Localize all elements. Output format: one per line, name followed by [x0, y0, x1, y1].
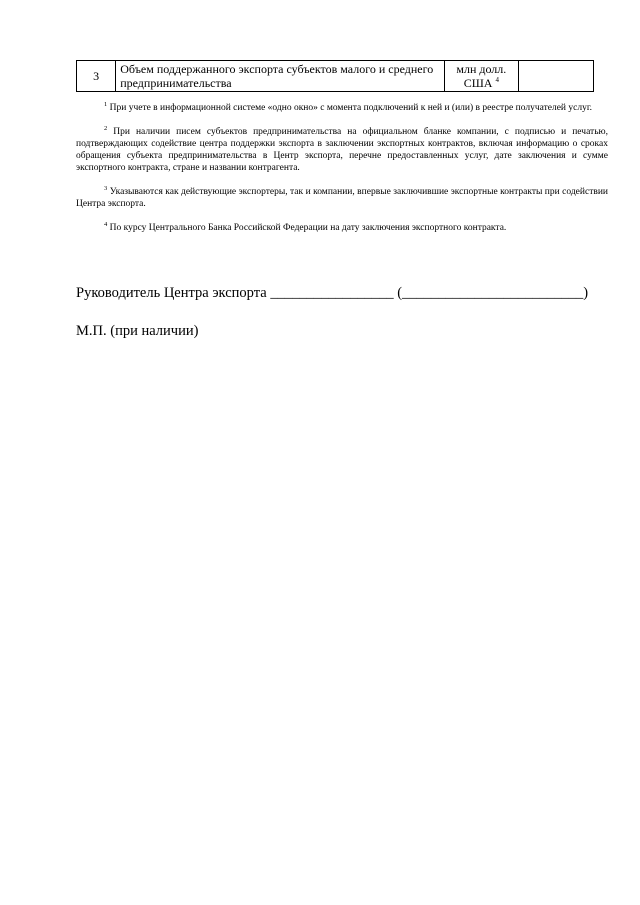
footnote-2 — [76, 126, 608, 174]
footnote-text: При наличии писем субъектов предпринимательства на официальном бланке компании, с подписью и печатью, подтверждающих содействие центра поддержки экспорта в заключении экспортных контрактов, включая информацию о сроках обращения субъекта предпринимательства в Центр экспорта, перечне предоставленных услуг, дате заключения и сумме экспортного контракта, стране и названии контрагента. — [76, 127, 608, 173]
footnote-1 — [76, 102, 608, 114]
footnote-mark: 4 — [104, 220, 108, 228]
footnote-text: При учете в информационной системе «одно окно» с момента подключений к ней и (или) в реестре получателей услуг. — [109, 103, 593, 113]
footnote-text: По курсу Центрального Банка Российской Федерации на дату заключения экспортного контракта. — [109, 223, 507, 233]
row-number: 3 — [77, 61, 116, 92]
footnote-text: Указываются как действующие экспортеры, так и компании, впервые заключившие экспортные контракты при содействии Центра экспорта. — [76, 187, 609, 209]
footnote-3 — [76, 186, 608, 210]
indicator-name: Объем поддержанного экспорта субъектов малого и среднего предпринимательства — [116, 61, 445, 92]
footnote-mark: 3 — [104, 184, 108, 192]
unit-text: млн долл. США — [456, 62, 507, 90]
footnote-4 — [76, 222, 608, 234]
signature-line: Руководитель Центра экспорта _________________ (_________________________) — [76, 285, 589, 301]
table-row — [77, 61, 594, 92]
footnotes — [76, 102, 608, 246]
seal-note: М.П. (при наличии) — [76, 323, 199, 339]
unit-footnote-mark: 4 — [495, 76, 499, 84]
unit-cell — [445, 61, 518, 92]
footnote-mark: 1 — [104, 100, 108, 108]
footnote-mark: 2 — [104, 124, 108, 132]
value-cell — [518, 61, 593, 92]
indicators-table — [76, 60, 594, 92]
